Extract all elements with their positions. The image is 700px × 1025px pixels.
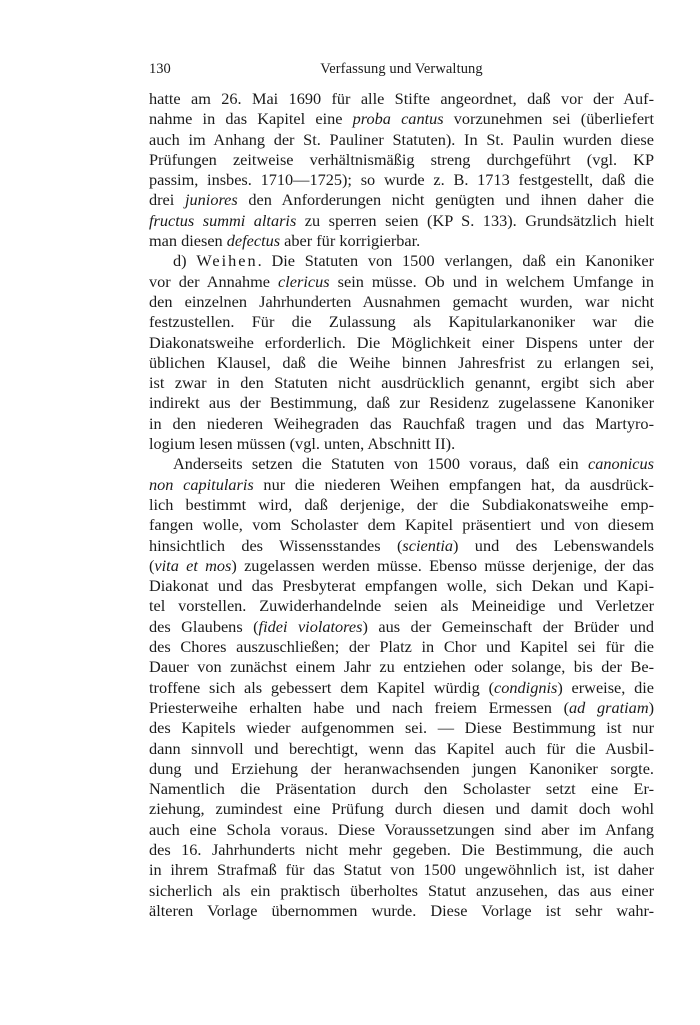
text-line: auch eine Schola voraus. Diese Voraussetzungen sind aber im Anfang [149, 819, 654, 839]
text-line: non capitularis nur die niederen Weihen empfangen hat, da ausdrück- [149, 474, 654, 494]
text-line: des Glaubens (fidei violatores) aus der Gemeinschaft der Brüder und [149, 616, 654, 636]
text-line: ziehung, zumindest eine Prüfung durch diesen und damit doch wohl [149, 799, 654, 819]
text-line: den einzelnen Jahrhunderten Ausnahmen gemacht wurden, war nicht [149, 291, 654, 311]
text-line: Diakonat und das Presbyterat empfangen wolle, sich Dekan und Kapi- [149, 576, 654, 596]
text-line: troffene sich als gebessert dem Kapitel würdig (condignis) erweise, die [149, 677, 654, 697]
text-line: fructus summi altaris zu sperren seien (KP S. 133). Grundsätzlich hielt [149, 210, 654, 230]
text-line: drei juniores den Anforderungen nicht genügten und ihnen daher die [149, 190, 654, 210]
text-line: hinsichtlich des Wissensstandes (scientia) und des Lebenswandels [149, 535, 654, 555]
text-line: passim, insbes. 1710—1725); so wurde z. B. 1713 festgestellt, daß die [149, 170, 654, 190]
book-page [149, 58, 654, 921]
text-line: des 16. Jahrhunderts nicht mehr gegeben. Die Bestimmung, die auch [149, 839, 654, 859]
text-line: sicherlich als ein praktisch überholtes Statut anzusehen, das aus einer [149, 880, 654, 900]
text-line: dann sinnvoll und berechtigt, wenn das Kapitel auch für die Ausbil- [149, 738, 654, 758]
text-line: man diesen defectus aber für korrigierbar. [149, 231, 421, 251]
text-line: des Kapitels wieder aufgenommen sei. — Diese Bestimmung ist nur [149, 718, 654, 738]
text-line: üblichen Klausel, daß die Weihe binnen Jahresfrist zu erlangen sei, [149, 352, 654, 372]
text-line: Dauer von zunächst einem Jahr zu entziehen oder solange, bis der Be- [149, 657, 654, 677]
running-title: Verfassung und Verwaltung [320, 61, 483, 77]
text-line: (vita et mos) zugelassen werden müsse. Ebenso müsse derjenige, der das [149, 555, 654, 575]
text-line: älteren Vorlage übernommen wurde. Diese Vorlage ist sehr wahr- [149, 900, 654, 920]
text-line: in ihrem Strafmaß für das Statut von 1500 ungewöhnlich ist, ist daher [149, 860, 654, 880]
text-line: festzustellen. Für die Zulassung als Kapitularkanoniker war die [149, 312, 654, 332]
text-line: d) Weihen. Die Statuten von 1500 verlangen, daß ein Kanoniker [173, 251, 655, 271]
body-text [149, 89, 654, 921]
text-line: nahme in das Kapitel eine proba cantus vorzunehmen sei (überliefert [149, 109, 654, 129]
text-line: auch im Anhang der St. Pauliner Statuten). In St. Paulin wurden diese [149, 129, 654, 149]
text-line: Priesterweihe erhalten habe und nach freiem Ermessen (ad gratiam) [149, 697, 654, 717]
text-line: Prüfungen zeitweise verhältnismäßig streng durchgeführt (vgl. KP [149, 149, 654, 169]
text-line: ist zwar in den Statuten nicht ausdrücklich genannt, ergibt sich aber [149, 373, 654, 393]
text-line: Diakonatsweihe erforderlich. Die Möglichkeit einer Dispens unter der [149, 332, 654, 352]
text-line: Anderseits setzen die Statuten von 1500 voraus, daß ein canonicus [173, 454, 654, 474]
page-number: 130 [149, 61, 171, 77]
text-line: dung und Erziehung der heranwachsenden jungen Kanoniker sorgte. [149, 758, 654, 778]
running-head [149, 58, 654, 80]
text-line: des Chores auszuschließen; der Platz in Chor und Kapitel sei für die [149, 637, 654, 657]
text-line: in den niederen Weihegraden das Rauchfaß tragen und das Martyro- [149, 413, 654, 433]
text-line: Namentlich die Präsentation durch den Scholaster setzt eine Er- [149, 779, 654, 799]
text-line: vor der Annahme clericus sein müsse. Ob und in welchem Umfange in [149, 271, 654, 291]
text-line: tel vorstellen. Zuwiderhandelnde seien als Meineidige und Verletzer [149, 596, 654, 616]
text-line: fangen wolle, vom Scholaster dem Kapitel präsentiert und von diesem [149, 515, 654, 535]
text-line: logium lesen müssen (vgl. unten, Abschnitt II). [149, 434, 456, 454]
text-line: indirekt aus der Bestimmung, daß zur Residenz zugelassene Kanoniker [149, 393, 654, 413]
text-line: hatte am 26. Mai 1690 für alle Stifte angeordnet, daß vor der Auf- [149, 89, 654, 108]
text-line: lich bestimmt wird, daß derjenige, der die Subdiakonatsweihe emp- [149, 494, 654, 514]
